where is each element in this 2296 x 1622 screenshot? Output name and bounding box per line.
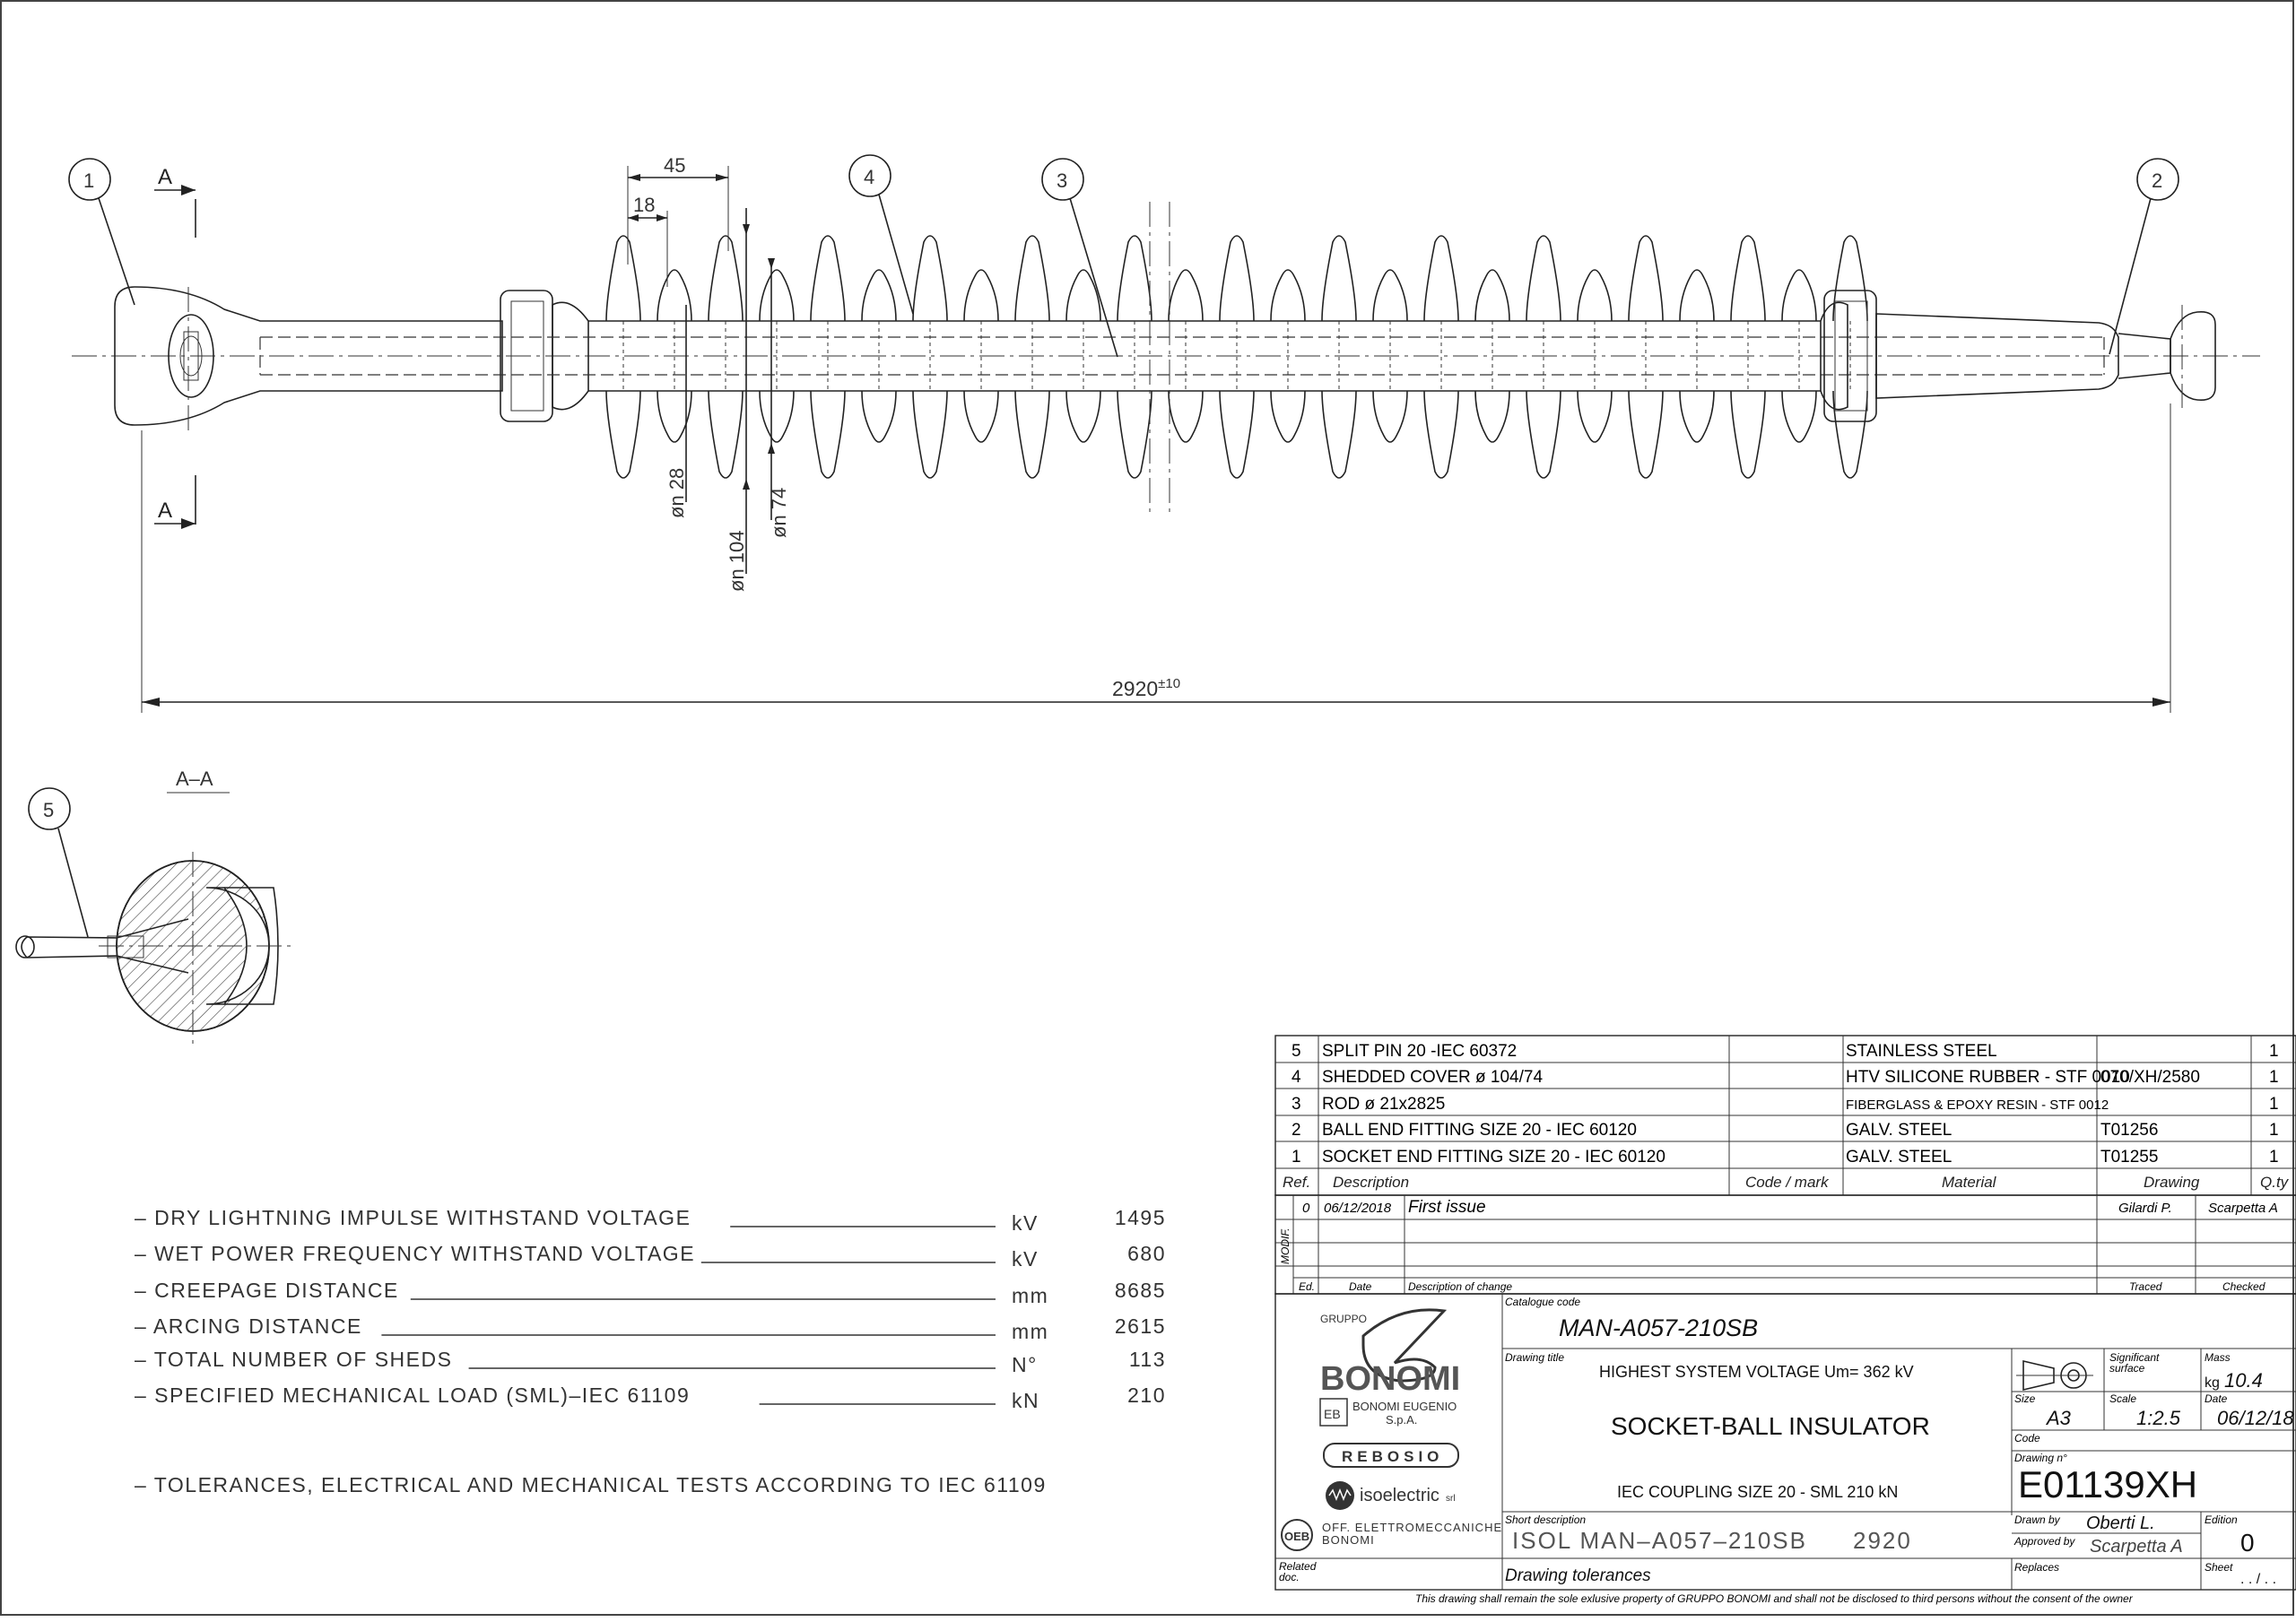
title-block bbox=[1275, 1294, 2296, 1605]
mass-unit: kg bbox=[2205, 1375, 2220, 1391]
date-label: Date bbox=[2205, 1392, 2228, 1405]
modif-header-traced: Traced bbox=[2129, 1280, 2162, 1293]
section-label-top: A bbox=[158, 165, 173, 189]
bom-qty: 1 bbox=[2269, 1148, 2279, 1167]
section-marker-bottom bbox=[154, 475, 196, 529]
shed-top bbox=[1629, 236, 1663, 321]
dim-large-shed-dia: øn 104 bbox=[726, 530, 748, 592]
bom-qty: 1 bbox=[2269, 1095, 2279, 1114]
shed-bottom bbox=[1118, 391, 1152, 478]
modif-desc: First issue bbox=[1408, 1198, 1486, 1217]
shed-bottom bbox=[1578, 391, 1612, 442]
short-desc-length: 2920 bbox=[1853, 1527, 1912, 1554]
spec-unit: mm bbox=[1012, 1320, 1049, 1343]
drawn-by-label: Drawn by bbox=[2014, 1514, 2060, 1526]
spec-unit: kV bbox=[1012, 1211, 1039, 1235]
shed-top bbox=[1373, 270, 1407, 321]
isoelectric-logo bbox=[1326, 1481, 1456, 1510]
bom-qty: 1 bbox=[2269, 1068, 2279, 1087]
short-desc: ISOL MAN–A057–210SB bbox=[1512, 1527, 1807, 1554]
shed-bottom bbox=[760, 391, 794, 442]
shed-top bbox=[709, 236, 743, 321]
shed-top bbox=[1015, 236, 1049, 321]
drawing-no-label: Drawing n° bbox=[2014, 1452, 2067, 1464]
shed-top bbox=[1833, 236, 1867, 321]
callout-2 bbox=[2109, 159, 2179, 354]
shed-top bbox=[1680, 270, 1714, 321]
svg-text:OFF. ELETTROMECCANICHE: OFF. ELETTROMECCANICHE bbox=[1322, 1521, 1503, 1534]
bom-ref: 3 bbox=[1292, 1095, 1301, 1114]
spec-value: 1495 bbox=[1114, 1206, 1166, 1229]
shed-top bbox=[1118, 236, 1152, 321]
bom-header-qty: Q.ty bbox=[2260, 1174, 2289, 1191]
shed-bottom bbox=[862, 391, 896, 442]
sheet-value: . . / . . bbox=[2240, 1572, 2277, 1587]
svg-text:S.p.A.: S.p.A. bbox=[1386, 1413, 1418, 1427]
bom-drawing: T01255 bbox=[2100, 1148, 2159, 1167]
spec-label: – DRY LIGHTNING IMPULSE WITHSTAND VOLTAGE bbox=[135, 1206, 691, 1229]
shed-bottom bbox=[1680, 391, 1714, 442]
shed-bottom bbox=[811, 391, 845, 478]
bom-ref: 1 bbox=[1292, 1148, 1301, 1167]
bom-drawing: T01256 bbox=[2100, 1121, 2159, 1140]
svg-text:BONOMI: BONOMI bbox=[1322, 1533, 1375, 1547]
sheds bbox=[606, 236, 1867, 478]
shed-bottom bbox=[1782, 391, 1816, 442]
size-label: Size bbox=[2014, 1392, 2036, 1405]
title-line-2: SOCKET-BALL INSULATOR bbox=[1611, 1412, 1930, 1440]
shed-bottom bbox=[1373, 391, 1407, 442]
modif-header-desc: Description of change bbox=[1408, 1280, 1513, 1293]
spec-unit: mm bbox=[1012, 1284, 1049, 1307]
rebosio-logo bbox=[1324, 1444, 1458, 1467]
shed-bottom bbox=[1731, 391, 1765, 478]
gruppo-bonomi-logo bbox=[1320, 1310, 1460, 1398]
bom-desc: ROD ø 21x2825 bbox=[1322, 1095, 1446, 1114]
scale-label: Scale bbox=[2109, 1392, 2137, 1405]
shed-top bbox=[760, 270, 794, 321]
svg-text:BONOMI: BONOMI bbox=[1320, 1360, 1461, 1398]
bom-header-material: Material bbox=[1942, 1174, 1996, 1191]
bom-material: HTV SILICONE RUBBER - STF 0010 bbox=[1846, 1068, 2130, 1087]
svg-text:2: 2 bbox=[2152, 169, 2163, 192]
svg-text:isoelectric: isoelectric bbox=[1360, 1486, 1439, 1505]
spec-label: – CREEPAGE DISTANCE bbox=[135, 1279, 399, 1302]
bom-material: GALV. STEEL bbox=[1846, 1121, 1952, 1140]
shed-bottom bbox=[709, 391, 743, 478]
spec-label: – SPECIFIED MECHANICAL LOAD (SML)–IEC 61109 bbox=[135, 1383, 691, 1407]
shed-top bbox=[1220, 236, 1254, 321]
code-label: Code bbox=[2014, 1432, 2040, 1444]
spec-unit: N° bbox=[1012, 1353, 1038, 1376]
modif-traced: Gilardi P. bbox=[2118, 1201, 2172, 1216]
svg-text:REBOSIO: REBOSIO bbox=[1342, 1448, 1444, 1465]
shed-top bbox=[1475, 270, 1509, 321]
drawing-no: E01139XH bbox=[2018, 1463, 2198, 1505]
date-value: 06/12/18 bbox=[2217, 1407, 2294, 1429]
dim-shed-spacing: 18 bbox=[633, 194, 656, 216]
surface-label-2: surface bbox=[2109, 1362, 2145, 1375]
shed-bottom bbox=[1271, 391, 1305, 442]
shed-bottom bbox=[1833, 391, 1867, 478]
dim-small-shed-dia: øn 74 bbox=[768, 487, 790, 538]
dim-overall-length: $2920^{\pm 10}$ bbox=[1112, 676, 1181, 700]
shed-bottom bbox=[1322, 391, 1356, 478]
shed-bottom bbox=[1169, 391, 1203, 442]
modif-side-label: MODIF. bbox=[1279, 1227, 1292, 1264]
bom-ref: 5 bbox=[1292, 1042, 1301, 1061]
spec-unit: kV bbox=[1012, 1247, 1039, 1271]
shed-top bbox=[1169, 270, 1203, 321]
modif-header-ed: Ed. bbox=[1299, 1280, 1316, 1293]
socket-end-fitting bbox=[115, 287, 502, 430]
mass-value: 10.4 bbox=[2224, 1369, 2263, 1392]
bom-qty: 1 bbox=[2269, 1042, 2279, 1061]
short-desc-label: Short description bbox=[1505, 1514, 1587, 1526]
shed-bottom bbox=[1526, 391, 1561, 478]
shed-top bbox=[1322, 236, 1356, 321]
spec-list bbox=[135, 1206, 1166, 1412]
shed-top bbox=[811, 236, 845, 321]
svg-text:BONOMI EUGENIO: BONOMI EUGENIO bbox=[1352, 1400, 1457, 1413]
shed-top bbox=[1578, 270, 1612, 321]
callout-3 bbox=[1042, 159, 1118, 357]
drawing-title-label: Drawing title bbox=[1505, 1351, 1565, 1364]
related-label-2: doc. bbox=[1279, 1571, 1300, 1583]
bom-qty: 1 bbox=[2269, 1121, 2279, 1140]
spec-label: – ARCING DISTANCE bbox=[135, 1314, 362, 1338]
spec-value: 210 bbox=[1127, 1383, 1166, 1407]
shed-bottom bbox=[964, 391, 998, 442]
bom-desc: SPLIT PIN 20 -IEC 60372 bbox=[1322, 1042, 1518, 1061]
bom-desc: SHEDDED COVER ø 104/74 bbox=[1322, 1068, 1544, 1087]
svg-text:5: 5 bbox=[43, 799, 55, 821]
bom-ref: 4 bbox=[1292, 1068, 1301, 1087]
projection-symbol-icon bbox=[2016, 1361, 2093, 1390]
bom-table bbox=[1275, 1036, 2296, 1195]
bom-ref: 2 bbox=[1292, 1121, 1301, 1140]
section-aa-title: A–A bbox=[176, 768, 213, 790]
shed-top bbox=[1066, 270, 1100, 321]
catalogue-code: MAN-A057-210SB bbox=[1559, 1314, 1759, 1341]
spec-label: – WET POWER FREQUENCY WITHSTAND VOLTAGE bbox=[135, 1242, 696, 1265]
section-label-bottom: A bbox=[158, 499, 173, 523]
bom-header-code: Code / mark bbox=[1745, 1174, 1829, 1191]
shed-bottom bbox=[1424, 391, 1458, 478]
shed-bottom bbox=[1629, 391, 1663, 478]
callout-1 bbox=[69, 159, 135, 305]
bom-header-drawing: Drawing bbox=[2144, 1174, 2200, 1191]
sheet-label: Sheet bbox=[2205, 1561, 2233, 1574]
mass-label: Mass bbox=[2205, 1351, 2231, 1364]
modif-checked: Scarpetta A bbox=[2208, 1201, 2278, 1216]
bom-desc: SOCKET END FITTING SIZE 20 - IEC 60120 bbox=[1322, 1148, 1665, 1167]
spec-value: 8685 bbox=[1114, 1279, 1166, 1302]
shed-top bbox=[862, 270, 896, 321]
officine-logo bbox=[1282, 1520, 1502, 1550]
svg-text:GRUPPO: GRUPPO bbox=[1320, 1313, 1368, 1325]
bonomi-eugenio-logo bbox=[1320, 1399, 1457, 1427]
spec-value: 680 bbox=[1127, 1242, 1166, 1265]
shed-top bbox=[1424, 236, 1458, 321]
svg-text:3: 3 bbox=[1057, 169, 1068, 192]
surface-label-1: Significant bbox=[2109, 1351, 2160, 1364]
shed-top bbox=[913, 236, 947, 321]
modif-table bbox=[1275, 1195, 2296, 1294]
catalogue-code-label: Catalogue code bbox=[1505, 1296, 1581, 1308]
approved-by: Scarpetta A bbox=[2090, 1537, 2183, 1557]
approved-by-label: Approved by bbox=[2014, 1535, 2075, 1548]
svg-text:OEB: OEB bbox=[1284, 1530, 1310, 1543]
modif-header-checked: Checked bbox=[2222, 1280, 2266, 1293]
spec-value: 113 bbox=[1128, 1348, 1166, 1371]
size-value: A3 bbox=[2047, 1407, 2071, 1429]
bom-desc: BALL END FITTING SIZE 20 - IEC 60120 bbox=[1322, 1121, 1637, 1140]
bom-drawing: 070/XH/2580 bbox=[2100, 1068, 2200, 1087]
drawn-by: Oberti L. bbox=[2086, 1514, 2155, 1533]
related-doc: Drawing tolerances bbox=[1505, 1566, 1651, 1585]
shed-bottom bbox=[1475, 391, 1509, 442]
shed-top bbox=[964, 270, 998, 321]
edition-value: 0 bbox=[2240, 1529, 2255, 1557]
related-label-1: Related bbox=[1279, 1560, 1317, 1573]
spec-unit: kN bbox=[1012, 1389, 1040, 1412]
section-marker-top bbox=[154, 165, 196, 238]
bom-header-desc: Description bbox=[1333, 1174, 1410, 1191]
shed-top bbox=[606, 236, 640, 321]
shed-bottom bbox=[1220, 391, 1254, 478]
shed-top bbox=[1271, 270, 1305, 321]
edition-label: Edition bbox=[2205, 1514, 2238, 1526]
title-line-1: HIGHEST SYSTEM VOLTAGE Um= 362 kV bbox=[1599, 1363, 1914, 1381]
shed-bottom bbox=[1066, 391, 1100, 442]
property-footer: This drawing shall remain the sole exlusive property of GRUPPO BONOMI and shall not be disclosed to third persons without the consent of the owner bbox=[1415, 1592, 2133, 1605]
tests-note: – TOLERANCES, ELECTRICAL AND MECHANICAL TESTS ACCORDING TO IEC 61109 bbox=[135, 1473, 1047, 1496]
shed-bottom bbox=[606, 391, 640, 478]
shed-bottom bbox=[913, 391, 947, 478]
dim-pitch: 45 bbox=[664, 154, 686, 177]
section-aa-view bbox=[16, 768, 296, 1045]
bom-material: GALV. STEEL bbox=[1846, 1148, 1952, 1167]
spec-value: 2615 bbox=[1114, 1314, 1166, 1338]
title-line-3: IEC COUPLING SIZE 20 - SML 210 kN bbox=[1617, 1483, 1899, 1501]
bom-material: STAINLESS STEEL bbox=[1846, 1042, 1997, 1061]
svg-text:1: 1 bbox=[83, 169, 95, 192]
insulator-view bbox=[69, 154, 2260, 713]
bom-material: FIBERGLASS & EPOXY RESIN - STF 0012 bbox=[1846, 1097, 2109, 1113]
scale-value: 1:2.5 bbox=[2136, 1407, 2180, 1429]
shed-bottom bbox=[1015, 391, 1049, 478]
replaces-label: Replaces bbox=[2014, 1561, 2060, 1574]
svg-text:srl: srl bbox=[1446, 1494, 1456, 1504]
callout-4 bbox=[849, 155, 913, 314]
shed-top bbox=[1526, 236, 1561, 321]
shed-top bbox=[1731, 236, 1765, 321]
modif-date: 06/12/2018 bbox=[1324, 1201, 1392, 1216]
svg-text:4: 4 bbox=[864, 166, 875, 188]
bom-header-ref: Ref. bbox=[1283, 1174, 1311, 1191]
sheet-border bbox=[1, 1, 2293, 1615]
spec-label: – TOTAL NUMBER OF SHEDS bbox=[135, 1348, 453, 1371]
modif-header-date: Date bbox=[1349, 1280, 1372, 1293]
dim-core-dia: øn 28 bbox=[665, 467, 688, 518]
svg-text:EB: EB bbox=[1324, 1407, 1341, 1421]
shed-top bbox=[1782, 270, 1816, 321]
modif-ed: 0 bbox=[1302, 1201, 1310, 1216]
callout-5 bbox=[29, 788, 88, 937]
